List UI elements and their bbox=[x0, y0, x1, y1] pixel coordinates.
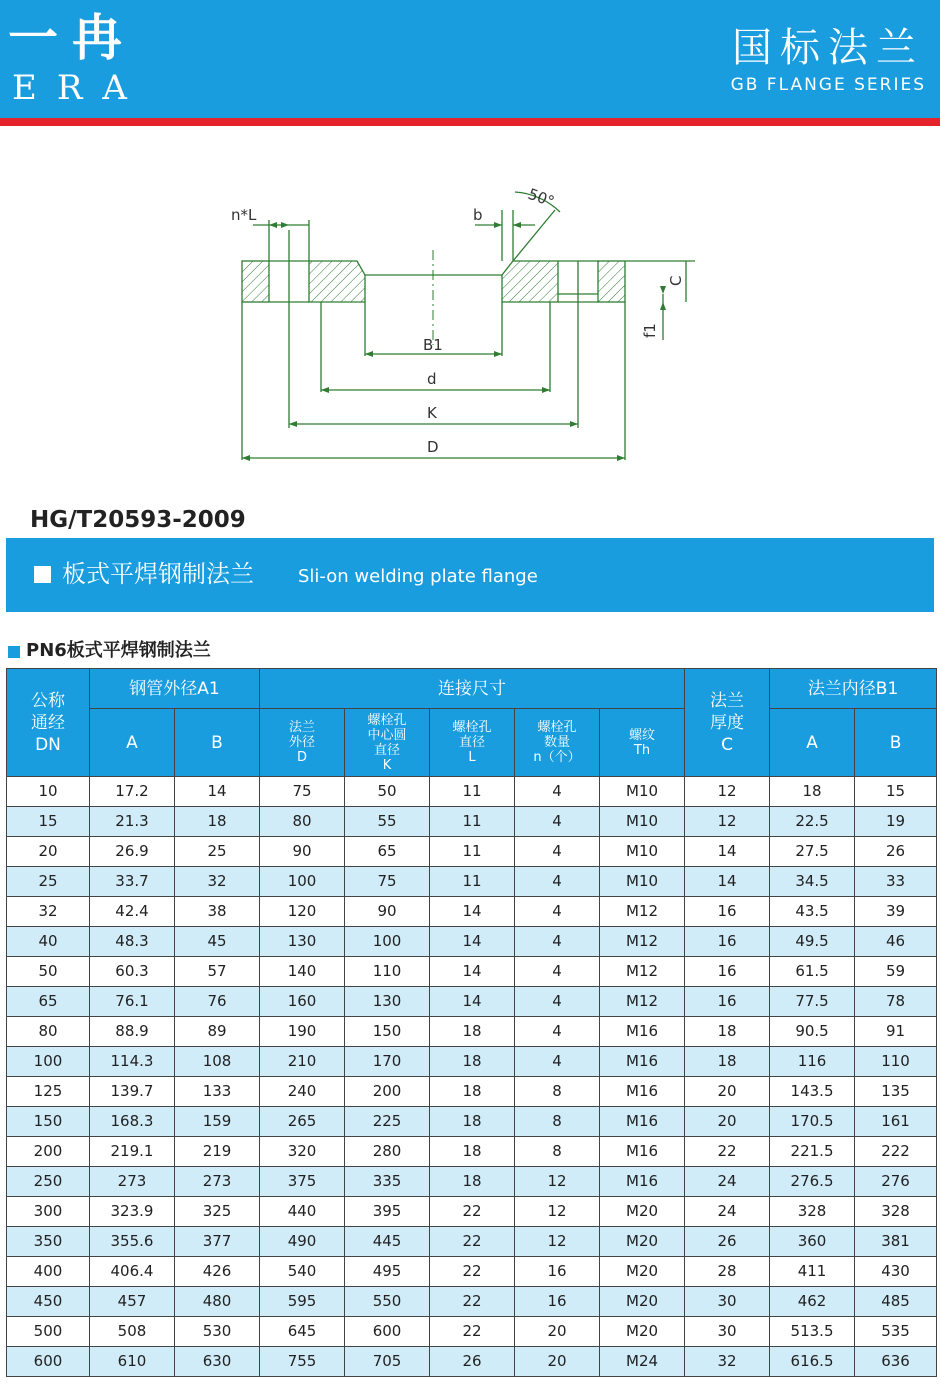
table-cell: M16 bbox=[600, 1017, 685, 1047]
header-red-divider bbox=[0, 118, 940, 126]
flange-section-left-inner bbox=[309, 261, 365, 302]
table-cell: 15 bbox=[7, 807, 90, 837]
table-row bbox=[7, 987, 937, 1017]
table-cell: 265 bbox=[260, 1107, 345, 1137]
table-row bbox=[7, 957, 937, 987]
table-row bbox=[7, 777, 937, 807]
table-cell: 14 bbox=[430, 897, 515, 927]
table-cell: 40 bbox=[7, 927, 90, 957]
table-cell: 26 bbox=[430, 1347, 515, 1377]
table-cell: 250 bbox=[7, 1167, 90, 1197]
table-cell: 600 bbox=[345, 1317, 430, 1347]
header-inner-dia: 法兰内径B1 bbox=[770, 669, 937, 709]
table-cell: 273 bbox=[90, 1167, 175, 1197]
table-cell: 513.5 bbox=[770, 1317, 855, 1347]
header-thickness: 法兰 厚度 C bbox=[685, 669, 770, 777]
brand-header bbox=[0, 0, 940, 118]
header-b1-b: B bbox=[855, 709, 937, 777]
series-title-english: GB FLANGE SERIES bbox=[730, 75, 926, 95]
table-cell: 116 bbox=[770, 1047, 855, 1077]
table-cell: 80 bbox=[260, 807, 345, 837]
table-cell: 140 bbox=[260, 957, 345, 987]
table-cell: 755 bbox=[260, 1347, 345, 1377]
table-cell: 22 bbox=[430, 1317, 515, 1347]
table-cell: 200 bbox=[345, 1077, 430, 1107]
table-cell: 22 bbox=[685, 1137, 770, 1167]
table-cell: 8 bbox=[515, 1107, 600, 1137]
table-cell: 406.4 bbox=[90, 1257, 175, 1287]
table-cell: 18 bbox=[430, 1137, 515, 1167]
table-cell: M16 bbox=[600, 1167, 685, 1197]
table-cell: 18 bbox=[430, 1017, 515, 1047]
table-cell: 33 bbox=[855, 867, 937, 897]
series-title-chinese: 国标法兰 bbox=[732, 25, 924, 71]
table-cell: 48.3 bbox=[90, 927, 175, 957]
table-cell: 168.3 bbox=[90, 1107, 175, 1137]
table-cell: 190 bbox=[260, 1017, 345, 1047]
table-cell: 8 bbox=[515, 1137, 600, 1167]
header-bolt-hole: 螺栓孔 直径 L bbox=[430, 709, 515, 777]
table-cell: 76.1 bbox=[90, 987, 175, 1017]
table-cell: 17.2 bbox=[90, 777, 175, 807]
table-cell: 22 bbox=[430, 1287, 515, 1317]
table-cell: 108 bbox=[175, 1047, 260, 1077]
table-cell: M12 bbox=[600, 957, 685, 987]
table-cell: M16 bbox=[600, 1047, 685, 1077]
table-cell: 4 bbox=[515, 897, 600, 927]
table-cell: 12 bbox=[515, 1227, 600, 1257]
table-row bbox=[7, 1347, 937, 1377]
table-cell: 60.3 bbox=[90, 957, 175, 987]
table-cell: 76 bbox=[175, 987, 260, 1017]
table-row bbox=[7, 1197, 937, 1227]
table-cell: 240 bbox=[260, 1077, 345, 1107]
table-cell: 11 bbox=[430, 837, 515, 867]
table-row bbox=[7, 927, 937, 957]
table-cell: 550 bbox=[345, 1287, 430, 1317]
table-cell: 16 bbox=[685, 957, 770, 987]
dim-label-nL: n*L bbox=[231, 206, 257, 224]
square-bullet-icon bbox=[34, 566, 51, 583]
table-cell: 161 bbox=[855, 1107, 937, 1137]
table-cell: M10 bbox=[600, 867, 685, 897]
table-cell: 219 bbox=[175, 1137, 260, 1167]
table-cell: 300 bbox=[7, 1197, 90, 1227]
table-cell: 32 bbox=[7, 897, 90, 927]
table-cell: 133 bbox=[175, 1077, 260, 1107]
table-cell: 77.5 bbox=[770, 987, 855, 1017]
table-cell: 16 bbox=[515, 1287, 600, 1317]
header-thread: 螺纹 Th bbox=[600, 709, 685, 777]
table-cell: M20 bbox=[600, 1257, 685, 1287]
table-cell: 80 bbox=[7, 1017, 90, 1047]
flange-spec-table bbox=[6, 668, 937, 1377]
table-cell: 114.3 bbox=[90, 1047, 175, 1077]
table-cell: 600 bbox=[7, 1347, 90, 1377]
table-cell: M10 bbox=[600, 837, 685, 867]
table-cell: 170.5 bbox=[770, 1107, 855, 1137]
table-cell: 65 bbox=[7, 987, 90, 1017]
table-cell: 350 bbox=[7, 1227, 90, 1257]
table-cell: 39 bbox=[855, 897, 937, 927]
flange-section-right-inner bbox=[502, 261, 558, 302]
table-cell: 26.9 bbox=[90, 837, 175, 867]
table-cell: 630 bbox=[175, 1347, 260, 1377]
table-cell: 430 bbox=[855, 1257, 937, 1287]
table-cell: 28 bbox=[685, 1257, 770, 1287]
table-cell: 221.5 bbox=[770, 1137, 855, 1167]
logo-chinese: 一冉 bbox=[8, 9, 136, 67]
table-cell: 4 bbox=[515, 957, 600, 987]
table-cell: 636 bbox=[855, 1347, 937, 1377]
table-cell: 100 bbox=[345, 927, 430, 957]
table-cell: 90.5 bbox=[770, 1017, 855, 1047]
table-cell: 26 bbox=[855, 837, 937, 867]
flange-cross-section-drawing bbox=[215, 170, 685, 470]
flange-section-left-outer bbox=[242, 261, 269, 302]
dim-label-d: d bbox=[427, 370, 437, 388]
table-cell: 78 bbox=[855, 987, 937, 1017]
table-cell: 14 bbox=[430, 987, 515, 1017]
table-cell: 130 bbox=[345, 987, 430, 1017]
table-cell: 46 bbox=[855, 927, 937, 957]
table-cell: 4 bbox=[515, 867, 600, 897]
table-cell: M16 bbox=[600, 1137, 685, 1167]
table-cell: 595 bbox=[260, 1287, 345, 1317]
table-cell: 11 bbox=[430, 867, 515, 897]
dim-label-b: b bbox=[473, 206, 483, 224]
table-cell: 24 bbox=[685, 1167, 770, 1197]
standard-code: HG/T20593-2009 bbox=[30, 507, 246, 533]
table-row bbox=[7, 1107, 937, 1137]
dim-label-b1: B1 bbox=[423, 336, 443, 354]
header-a: A bbox=[90, 709, 175, 777]
table-cell: 18 bbox=[685, 1017, 770, 1047]
table-cell: 75 bbox=[345, 867, 430, 897]
header-bolt-circle: 螺栓孔 中心圆 直径 K bbox=[345, 709, 430, 777]
table-cell: 120 bbox=[260, 897, 345, 927]
table-cell: 4 bbox=[515, 1047, 600, 1077]
table-cell: 14 bbox=[430, 957, 515, 987]
table-cell: 45 bbox=[175, 927, 260, 957]
table-row bbox=[7, 1317, 937, 1347]
table-cell: 18 bbox=[175, 807, 260, 837]
table-cell: 395 bbox=[345, 1197, 430, 1227]
table-cell: 4 bbox=[515, 987, 600, 1017]
table-cell: 91 bbox=[855, 1017, 937, 1047]
table-cell: 4 bbox=[515, 837, 600, 867]
table-cell: 170 bbox=[345, 1047, 430, 1077]
table-cell: 24 bbox=[685, 1197, 770, 1227]
dimension-arrows bbox=[242, 222, 666, 461]
table-cell: 4 bbox=[515, 807, 600, 837]
table-cell: 540 bbox=[260, 1257, 345, 1287]
dim-label-c: C bbox=[667, 275, 685, 286]
product-title-english: Sli-on welding plate flange bbox=[298, 566, 538, 587]
table-cell: 65 bbox=[345, 837, 430, 867]
table-row bbox=[7, 1227, 937, 1257]
table-cell: 16 bbox=[685, 987, 770, 1017]
table-cell: 219.1 bbox=[90, 1137, 175, 1167]
table-cell: 495 bbox=[345, 1257, 430, 1287]
table-cell: 50 bbox=[345, 777, 430, 807]
table-cell: M10 bbox=[600, 807, 685, 837]
table-cell: 16 bbox=[515, 1257, 600, 1287]
table-cell: 508 bbox=[90, 1317, 175, 1347]
flange-section-right-outer bbox=[598, 261, 625, 302]
table-cell: 75 bbox=[260, 777, 345, 807]
table-cell: 34.5 bbox=[770, 867, 855, 897]
product-banner bbox=[6, 538, 934, 612]
table-cell: 200 bbox=[7, 1137, 90, 1167]
table-cell: 450 bbox=[7, 1287, 90, 1317]
table-cell: 18 bbox=[685, 1047, 770, 1077]
table-cell: M10 bbox=[600, 777, 685, 807]
table-cell: 160 bbox=[260, 987, 345, 1017]
table-cell: 222 bbox=[855, 1137, 937, 1167]
table-cell: 530 bbox=[175, 1317, 260, 1347]
table-cell: 30 bbox=[685, 1287, 770, 1317]
table-cell: M20 bbox=[600, 1227, 685, 1257]
table-cell: 38 bbox=[175, 897, 260, 927]
table-cell: 159 bbox=[175, 1107, 260, 1137]
table-cell: 15 bbox=[855, 777, 937, 807]
table-cell: 110 bbox=[855, 1047, 937, 1077]
table-row bbox=[7, 837, 937, 867]
table-cell: 400 bbox=[7, 1257, 90, 1287]
table-cell: 22 bbox=[430, 1227, 515, 1257]
table-cell: 11 bbox=[430, 777, 515, 807]
table-cell: 14 bbox=[685, 867, 770, 897]
square-bullet-icon bbox=[8, 646, 20, 658]
table-cell: 14 bbox=[175, 777, 260, 807]
table-cell: 355.6 bbox=[90, 1227, 175, 1257]
header-bolt-count: 螺栓孔 数量 n（个） bbox=[515, 709, 600, 777]
table-cell: 225 bbox=[345, 1107, 430, 1137]
table-cell: 535 bbox=[855, 1317, 937, 1347]
table-cell: 323.9 bbox=[90, 1197, 175, 1227]
header-b: B bbox=[175, 709, 260, 777]
table-cell: M20 bbox=[600, 1317, 685, 1347]
table-cell: 26 bbox=[685, 1227, 770, 1257]
table-cell: 4 bbox=[515, 777, 600, 807]
table-cell: 43.5 bbox=[770, 897, 855, 927]
table-cell: 19 bbox=[855, 807, 937, 837]
table-cell: 4 bbox=[515, 927, 600, 957]
table-cell: 18 bbox=[430, 1077, 515, 1107]
table-row bbox=[7, 807, 937, 837]
table-cell: 377 bbox=[175, 1227, 260, 1257]
table-cell: 50 bbox=[7, 957, 90, 987]
table-cell: 210 bbox=[260, 1047, 345, 1077]
table-cell: 4 bbox=[515, 1017, 600, 1047]
table-cell: 480 bbox=[175, 1287, 260, 1317]
table-cell: 276 bbox=[855, 1167, 937, 1197]
table-row bbox=[7, 1167, 937, 1197]
table-cell: 500 bbox=[7, 1317, 90, 1347]
table-cell: 135 bbox=[855, 1077, 937, 1107]
table-cell: 32 bbox=[175, 867, 260, 897]
table-cell: 12 bbox=[515, 1197, 600, 1227]
table-cell: M20 bbox=[600, 1197, 685, 1227]
table-cell: 490 bbox=[260, 1227, 345, 1257]
table-cell: M24 bbox=[600, 1347, 685, 1377]
header-pipe-od: 钢管外径A1 bbox=[90, 669, 260, 709]
table-cell: 18 bbox=[770, 777, 855, 807]
table-cell: 139.7 bbox=[90, 1077, 175, 1107]
table-cell: 645 bbox=[260, 1317, 345, 1347]
table-cell: 335 bbox=[345, 1167, 430, 1197]
table-cell: 280 bbox=[345, 1137, 430, 1167]
table-cell: 150 bbox=[345, 1017, 430, 1047]
table-cell: 375 bbox=[260, 1167, 345, 1197]
table-cell: 130 bbox=[260, 927, 345, 957]
table-cell: 27.5 bbox=[770, 837, 855, 867]
table-cell: 426 bbox=[175, 1257, 260, 1287]
table-cell: 320 bbox=[260, 1137, 345, 1167]
table-cell: 610 bbox=[90, 1347, 175, 1377]
product-title-chinese: 板式平焊钢制法兰 bbox=[62, 560, 254, 588]
table-row bbox=[7, 897, 937, 927]
table-cell: 485 bbox=[855, 1287, 937, 1317]
table-cell: 42.4 bbox=[90, 897, 175, 927]
table-cell: 100 bbox=[7, 1047, 90, 1077]
header-flange-od: 法兰 外径 D bbox=[260, 709, 345, 777]
table-cell: 49.5 bbox=[770, 927, 855, 957]
table-row bbox=[7, 1137, 937, 1167]
table-cell: 21.3 bbox=[90, 807, 175, 837]
table-row bbox=[7, 1257, 937, 1287]
table-cell: 32 bbox=[685, 1347, 770, 1377]
table-cell: 705 bbox=[345, 1347, 430, 1377]
table-cell: 16 bbox=[685, 897, 770, 927]
table-cell: 11 bbox=[430, 807, 515, 837]
table-cell: 150 bbox=[7, 1107, 90, 1137]
table-cell: M16 bbox=[600, 1077, 685, 1107]
table-cell: 445 bbox=[345, 1227, 430, 1257]
table-cell: 12 bbox=[685, 807, 770, 837]
table-cell: 325 bbox=[175, 1197, 260, 1227]
table-row bbox=[7, 867, 937, 897]
table-cell: M16 bbox=[600, 1107, 685, 1137]
table-cell: 8 bbox=[515, 1077, 600, 1107]
table-cell: 411 bbox=[770, 1257, 855, 1287]
dim-label-outer-d: D bbox=[427, 438, 439, 456]
table-cell: 90 bbox=[345, 897, 430, 927]
table-cell: 381 bbox=[855, 1227, 937, 1257]
table-cell: 12 bbox=[685, 777, 770, 807]
table-cell: 20 bbox=[515, 1347, 600, 1377]
table-cell: 14 bbox=[685, 837, 770, 867]
table-cell: 22 bbox=[430, 1257, 515, 1287]
table-cell: M12 bbox=[600, 987, 685, 1017]
table-cell: 110 bbox=[345, 957, 430, 987]
table-cell: 143.5 bbox=[770, 1077, 855, 1107]
table-cell: 100 bbox=[260, 867, 345, 897]
table-cell: 10 bbox=[7, 777, 90, 807]
table-cell: 328 bbox=[855, 1197, 937, 1227]
table-title: PN6板式平焊钢制法兰 bbox=[26, 640, 211, 661]
table-cell: 125 bbox=[7, 1077, 90, 1107]
table-row bbox=[7, 1047, 937, 1077]
table-cell: 18 bbox=[430, 1047, 515, 1077]
table-cell: 25 bbox=[7, 867, 90, 897]
table-cell: 20 bbox=[7, 837, 90, 867]
table-cell: 88.9 bbox=[90, 1017, 175, 1047]
header-connection: 连接尺寸 bbox=[260, 669, 685, 709]
table-cell: 273 bbox=[175, 1167, 260, 1197]
table-cell: 57 bbox=[175, 957, 260, 987]
table-cell: 30 bbox=[685, 1317, 770, 1347]
table-cell: 61.5 bbox=[770, 957, 855, 987]
table-cell: 440 bbox=[260, 1197, 345, 1227]
table-cell: 55 bbox=[345, 807, 430, 837]
table-row bbox=[7, 1077, 937, 1107]
table-cell: M12 bbox=[600, 897, 685, 927]
logo-english: ERA bbox=[12, 68, 147, 108]
table-cell: 616.5 bbox=[770, 1347, 855, 1377]
table-cell: 22 bbox=[430, 1197, 515, 1227]
table-cell: 90 bbox=[260, 837, 345, 867]
table-row bbox=[7, 1017, 937, 1047]
table-cell: 18 bbox=[430, 1167, 515, 1197]
table-cell: 276.5 bbox=[770, 1167, 855, 1197]
dim-label-f1: f1 bbox=[641, 323, 659, 338]
table-cell: 16 bbox=[685, 927, 770, 957]
table-cell: 462 bbox=[770, 1287, 855, 1317]
table-row bbox=[7, 1287, 937, 1317]
header-b1-a: A bbox=[770, 709, 855, 777]
header-dn: 公称 通经 DN bbox=[7, 669, 90, 777]
table-cell: M20 bbox=[600, 1287, 685, 1317]
table-cell: 457 bbox=[90, 1287, 175, 1317]
table-cell: 25 bbox=[175, 837, 260, 867]
table-cell: 20 bbox=[685, 1107, 770, 1137]
table-cell: 14 bbox=[430, 927, 515, 957]
table-cell: 360 bbox=[770, 1227, 855, 1257]
table-cell: 328 bbox=[770, 1197, 855, 1227]
table-cell: 12 bbox=[515, 1167, 600, 1197]
table-cell: 18 bbox=[430, 1107, 515, 1137]
table-cell: M12 bbox=[600, 927, 685, 957]
angle-label: 50° bbox=[525, 184, 557, 211]
table-cell: 20 bbox=[685, 1077, 770, 1107]
table-cell: 20 bbox=[515, 1317, 600, 1347]
dim-label-k: K bbox=[427, 404, 437, 422]
table-cell: 33.7 bbox=[90, 867, 175, 897]
table-cell: 89 bbox=[175, 1017, 260, 1047]
table-cell: 59 bbox=[855, 957, 937, 987]
table-cell: 22.5 bbox=[770, 807, 855, 837]
